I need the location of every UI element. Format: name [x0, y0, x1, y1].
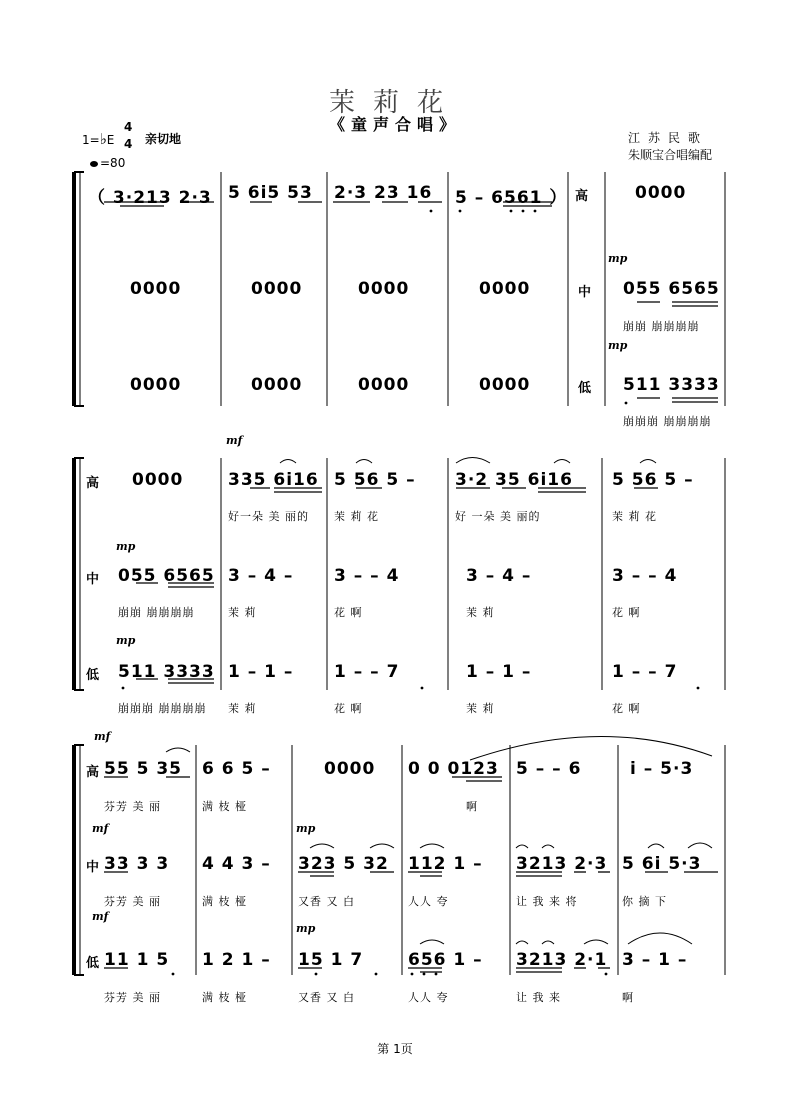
mid-rest-3: 0000 [358, 279, 410, 299]
page-number: 第 1页 [377, 1042, 413, 1056]
voice-label-high: 高 [575, 189, 589, 204]
low-lyric-5: 让 我 来 [516, 991, 561, 1004]
high-lyric-1: 芬芳 美 丽 [104, 800, 161, 813]
voice-label-mid: 中 [578, 285, 592, 300]
mid-lyric-4: 人人 夸 [408, 895, 449, 908]
low-measure-3: 15 1 7 [298, 950, 364, 970]
low-measure-1: 1 – 1 – [228, 662, 294, 682]
high-measure-1: 55 5 35 [104, 759, 182, 779]
low-lyric-3: 又香 又 白 [298, 991, 355, 1004]
flat-sign: ♭ [99, 130, 107, 148]
song-subtitle: 《童声合唱》 [328, 115, 461, 134]
low-lyric-4: 人人 夸 [408, 991, 449, 1004]
mid-lyric-5: 让 我 来 将 [516, 895, 578, 908]
dynamic-mp: mp [116, 540, 136, 553]
low-measure-1: 11 1 5 [104, 950, 170, 970]
low-lyric-1: 茉 莉 [228, 702, 257, 715]
low-measure-5: 3213 2·1 [516, 950, 608, 970]
low-lyric-6: 啊 [622, 991, 634, 1004]
time-signature-top: 4 [124, 120, 133, 134]
high-measure-3: 0000 [324, 759, 376, 779]
mid-measure-3: 323 5 32 [298, 854, 389, 874]
dynamic-mp: mp [296, 922, 316, 935]
mid-measure-2: 3 – – 4 [334, 566, 400, 586]
key-note: E [106, 133, 115, 147]
mid-measure-1: 3 – 4 – [228, 566, 294, 586]
low-measure-2: 1 – – 7 [334, 662, 400, 682]
high-measure-6: i – 5·3 [630, 759, 694, 779]
low-lyric-3: 茉 莉 [466, 702, 495, 715]
mid-lyric-4: 花 啊 [612, 606, 641, 619]
high-measure-2: 6 6 5 – [202, 759, 271, 779]
low-rest-4: 0000 [479, 375, 531, 395]
mid-measure-2: 4 4 3 – [202, 854, 271, 874]
song-title: 茉莉花 [328, 88, 461, 118]
dynamic-mf: mf [94, 730, 111, 743]
voice-label-low: 低 [86, 956, 100, 971]
high-measure-4: 0 0 0123 [408, 759, 499, 779]
low-measure-3: 1 – 1 – [466, 662, 532, 682]
voice-label-mid: 中 [86, 860, 100, 875]
expression-mark: 亲切地 [145, 132, 182, 146]
high-lyric-2: 满 枝 桠 [202, 800, 247, 813]
voice-label-mid: 中 [86, 572, 100, 587]
time-signature-bottom: 4 [124, 137, 133, 151]
mid-measure-6: 5 6i 5·3 [622, 854, 702, 874]
low-lyric-4: 花 啊 [612, 702, 641, 715]
low-entry: 511 3333 [118, 662, 215, 682]
low-rest-1: 0000 [130, 375, 182, 395]
dynamic-mp: mp [608, 252, 628, 265]
voice-label-high: 高 [86, 765, 100, 780]
mid-entry: 055 6565 [118, 566, 215, 586]
mid-lyric-6: 你 摘 下 [622, 895, 667, 908]
dynamic-mp: mp [608, 339, 628, 352]
dynamic-mf: mf [226, 434, 243, 447]
mid-measure-4: 3 – – 4 [612, 566, 678, 586]
mid-measure-1: 33 3 3 [104, 854, 170, 874]
low-rest-3: 0000 [358, 375, 410, 395]
mid-lyric: 崩崩 崩崩崩崩 [623, 320, 700, 333]
low-rest-2: 0000 [251, 375, 303, 395]
mid-lyric-2: 花 啊 [334, 606, 363, 619]
low-lyric-2: 满 枝 桠 [202, 991, 247, 1004]
mid-entry-lyric: 崩崩 崩崩崩崩 [118, 606, 195, 619]
dynamic-mf: mf [92, 910, 109, 923]
intro-measure-2: 5 6i5 53 [228, 183, 313, 203]
intro-measure-1: （ 3·213 2·3 [88, 188, 212, 208]
low-entry: 511 3333 [623, 375, 720, 395]
dynamic-mp: mp [296, 822, 316, 835]
mid-lyric-2: 满 枝 桠 [202, 895, 247, 908]
low-lyric-2: 花 啊 [334, 702, 363, 715]
dynamic-mp: mp [116, 634, 136, 647]
intro-measure-4: 5 – 6561 ） [455, 188, 568, 208]
low-entry-lyric: 崩崩崩 崩崩崩崩 [118, 702, 207, 715]
high-measure-3: 3·2 35 6i16 [455, 470, 573, 490]
mid-lyric-3: 茉 莉 [466, 606, 495, 619]
mid-entry: 055 6565 [623, 279, 720, 299]
high-lyric-4: 啊 [466, 800, 478, 813]
mid-lyric-1: 茉 莉 [228, 606, 257, 619]
dynamic-mf: mf [92, 822, 109, 835]
low-measure-2: 1 2 1 – [202, 950, 271, 970]
low-lyric: 崩崩崩 崩崩崩崩 [623, 415, 712, 428]
voice-label-high: 高 [86, 476, 100, 491]
origin-credit: 江苏民歌 [628, 131, 709, 145]
high-measure-5: 5 – – 6 [516, 759, 582, 779]
tempo-mark: =80 [100, 156, 126, 170]
mid-measure-5: 3213 2·3 [516, 854, 608, 874]
mid-lyric-3: 又香 又 白 [298, 895, 355, 908]
high-rest: 0000 [635, 183, 687, 203]
high-rest: 0000 [132, 470, 184, 490]
mid-lyric-1: 芬芳 美 丽 [104, 895, 161, 908]
voice-label-low: 低 [578, 381, 592, 396]
high-lyric-4: 茉 莉 花 [612, 510, 657, 523]
mid-measure-4: 112 1 – [408, 854, 483, 874]
mid-measure-3: 3 – 4 – [466, 566, 532, 586]
high-measure-4: 5 56 5 – [612, 470, 694, 490]
mid-rest-4: 0000 [479, 279, 531, 299]
high-measure-1: 335 6i16 [228, 470, 319, 490]
high-lyric-1: 好一朵 美 丽的 [228, 510, 309, 523]
high-lyric-3: 好 一朵 美 丽的 [455, 510, 541, 523]
intro-measure-3: 2·3 23 16 [334, 183, 433, 203]
high-lyric-2: 茉 莉 花 [334, 510, 379, 523]
high-measure-2: 5 56 5 – [334, 470, 416, 490]
voice-label-low: 低 [86, 668, 100, 683]
key-signature [82, 130, 114, 148]
key-prefix: 1= [82, 133, 100, 147]
mid-rest-1: 0000 [130, 279, 182, 299]
low-measure-6: 3 – 1 – [622, 950, 688, 970]
low-measure-4: 656 1 – [408, 950, 483, 970]
mid-rest-2: 0000 [251, 279, 303, 299]
low-lyric-1: 芬芳 美 丽 [104, 991, 161, 1004]
low-measure-4: 1 – – 7 [612, 662, 678, 682]
arranger-credit: 朱顺宝合唱编配 [628, 148, 713, 162]
